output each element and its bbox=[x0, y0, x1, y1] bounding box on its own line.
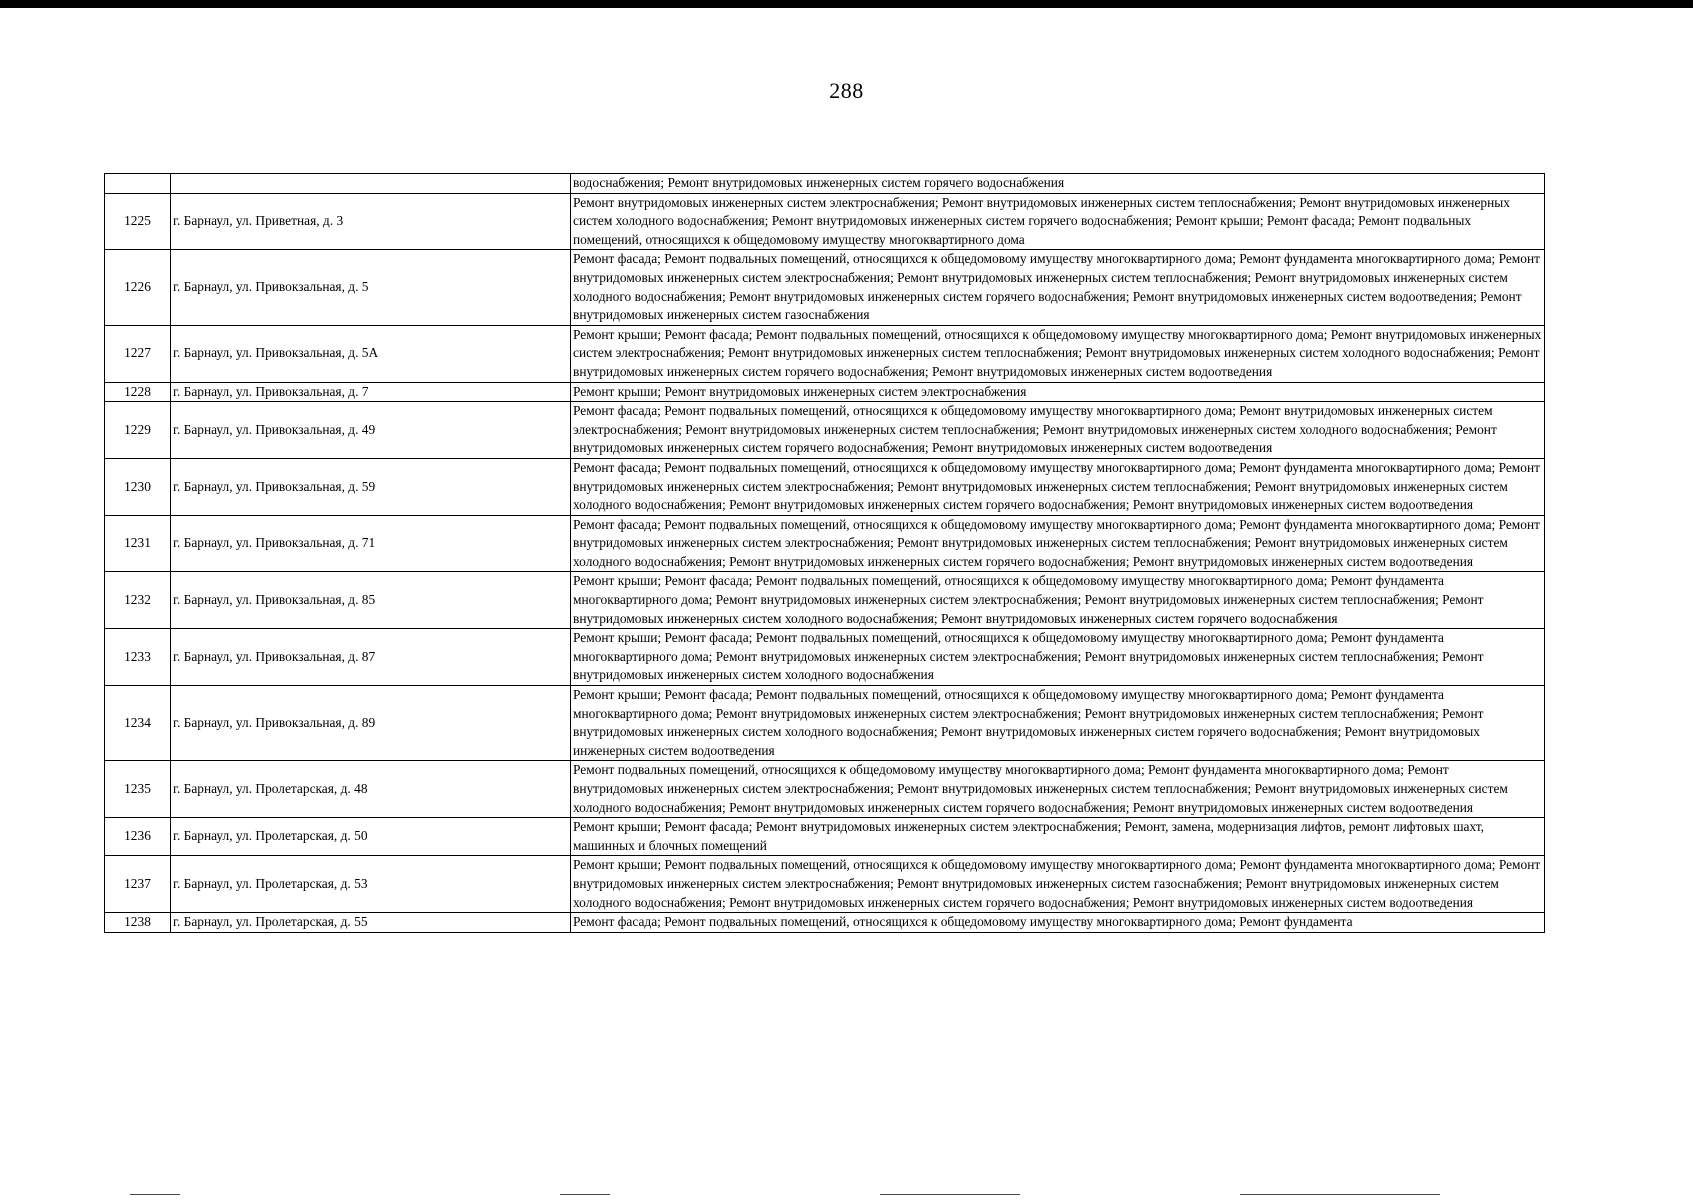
row-works: Ремонт крыши; Ремонт фасада; Ремонт подвальных помещений, относящихся к общедомовому имуществу многоквартирного дома; Ремонт фундамента многоквартирного дома; Ремонт внутридомовых инженерных систем электроснабжения; Ремонт внутридомовых инженерных систем теплоснабжения; Ремонт внутридомовых инженерных систем холодного водоснабжения; Ремонт внутридомовых инженерных систем горячего водоснабжения bbox=[571, 572, 1545, 629]
row-works: Ремонт фасада; Ремонт подвальных помещений, относящихся к общедомовому имуществу многоквартирного дома; Ремонт фундамента многоквартирного дома; Ремонт внутридомовых инженерных систем электроснабжения; Ремонт внутридомовых инженерных систем теплоснабжения; Ремонт внутридомовых инженерных систем холодного водоснабжения; Ремонт внутридомовых инженерных систем горячего водоснабжения; Ремонт внутридомовых инженерных систем водоотведения; Ремонт внутридомовых инженерных систем газоснабжения bbox=[571, 250, 1545, 325]
table-row bbox=[105, 913, 1545, 933]
row-number: 1229 bbox=[105, 402, 171, 459]
row-address: г. Барнаул, ул. Привокзальная, д. 85 bbox=[171, 572, 571, 629]
row-number: 1227 bbox=[105, 325, 171, 382]
row-address: г. Барнаул, ул. Привокзальная, д. 5 bbox=[171, 250, 571, 325]
row-address: г. Барнаул, ул. Привокзальная, д. 49 bbox=[171, 402, 571, 459]
row-number: 1238 bbox=[105, 913, 171, 933]
row-address: г. Барнаул, ул. Пролетарская, д. 50 bbox=[171, 818, 571, 856]
scan-artifact-line bbox=[130, 1194, 180, 1195]
row-number: 1226 bbox=[105, 250, 171, 325]
row-address: г. Барнаул, ул. Пролетарская, д. 53 bbox=[171, 856, 571, 913]
table-row bbox=[105, 818, 1545, 856]
row-address: г. Барнаул, ул. Пролетарская, д. 48 bbox=[171, 761, 571, 818]
table-row bbox=[105, 761, 1545, 818]
row-number: 1235 bbox=[105, 761, 171, 818]
row-works: Ремонт фасада; Ремонт подвальных помещений, относящихся к общедомовому имуществу многоквартирного дома; Ремонт фундамента многоквартирного дома; Ремонт внутридомовых инженерных систем электроснабжения; Ремонт внутридомовых инженерных систем теплоснабжения; Ремонт внутридомовых инженерных систем холодного водоснабжения; Ремонт внутридомовых инженерных систем горячего водоснабжения; Ремонт внутридомовых инженерных систем водоотведения bbox=[571, 515, 1545, 572]
row-number: 1225 bbox=[105, 193, 171, 250]
row-number: 1231 bbox=[105, 515, 171, 572]
scan-artifact-line bbox=[1240, 1194, 1440, 1195]
table-row bbox=[105, 382, 1545, 402]
row-number: 1237 bbox=[105, 856, 171, 913]
row-works: водоснабжения; Ремонт внутридомовых инженерных систем горячего водоснабжения bbox=[571, 174, 1545, 194]
scan-top-border bbox=[0, 0, 1693, 8]
row-address: г. Барнаул, ул. Привокзальная, д. 7 bbox=[171, 382, 571, 402]
row-works: Ремонт крыши; Ремонт фасада; Ремонт подвальных помещений, относящихся к общедомовому имуществу многоквартирного дома; Ремонт фундамента многоквартирного дома; Ремонт внутридомовых инженерных систем электроснабжения; Ремонт внутридомовых инженерных систем теплоснабжения; Ремонт внутридомовых инженерных систем холодного водоснабжения; Ремонт внутридомовых инженерных систем горячего водоснабжения; Ремонт внутридомовых инженерных систем водоотведения bbox=[571, 686, 1545, 761]
row-works: Ремонт крыши; Ремонт подвальных помещений, относящихся к общедомовому имуществу многоквартирного дома; Ремонт фундамента многоквартирного дома; Ремонт внутридомовых инженерных систем электроснабжения; Ремонт внутридомовых инженерных систем газоснабжения; Ремонт внутридомовых инженерных систем холодного водоснабжения; Ремонт внутридомовых инженерных систем горячего водоснабжения; Ремонт внутридомовых инженерных систем водоотведения bbox=[571, 856, 1545, 913]
table-row bbox=[105, 856, 1545, 913]
table-row bbox=[105, 572, 1545, 629]
row-works: Ремонт крыши; Ремонт фасада; Ремонт подвальных помещений, относящихся к общедомовому имуществу многоквартирного дома; Ремонт фундамента многоквартирного дома; Ремонт внутридомовых инженерных систем электроснабжения; Ремонт внутридомовых инженерных систем теплоснабжения; Ремонт внутридомовых инженерных систем холодного водоснабжения bbox=[571, 629, 1545, 686]
row-address: г. Барнаул, ул. Пролетарская, д. 55 bbox=[171, 913, 571, 933]
row-number: 1234 bbox=[105, 686, 171, 761]
row-works: Ремонт фасада; Ремонт подвальных помещений, относящихся к общедомовому имуществу многоквартирного дома; Ремонт внутридомовых инженерных систем электроснабжения; Ремонт внутридомовых инженерных систем теплоснабжения; Ремонт внутридомовых инженерных систем холодного водоснабжения; Ремонт внутридомовых инженерных систем горячего водоснабжения; Ремонт внутридомовых инженерных систем водоотведения bbox=[571, 402, 1545, 459]
scan-artifact-line bbox=[880, 1194, 1020, 1195]
table-row bbox=[105, 174, 1545, 194]
row-address: г. Барнаул, ул. Приветная, д. 3 bbox=[171, 193, 571, 250]
row-address: г. Барнаул, ул. Привокзальная, д. 59 bbox=[171, 458, 571, 515]
row-number: 1232 bbox=[105, 572, 171, 629]
table-body bbox=[105, 174, 1545, 933]
row-address: г. Барнаул, ул. Привокзальная, д. 89 bbox=[171, 686, 571, 761]
table-row bbox=[105, 193, 1545, 250]
row-works: Ремонт крыши; Ремонт фасада; Ремонт подвальных помещений, относящихся к общедомовому имуществу многоквартирного дома; Ремонт внутридомовых инженерных систем электроснабжения; Ремонт внутридомовых инженерных систем теплоснабжения; Ремонт внутридомовых инженерных систем холодного водоснабжения; Ремонт внутридомовых инженерных систем горячего водоснабжения; Ремонт внутридомовых инженерных систем водоотведения bbox=[571, 325, 1545, 382]
row-number: 1228 bbox=[105, 382, 171, 402]
row-address: г. Барнаул, ул. Привокзальная, д. 5А bbox=[171, 325, 571, 382]
table-row bbox=[105, 515, 1545, 572]
row-works: Ремонт внутридомовых инженерных систем электроснабжения; Ремонт внутридомовых инженерных систем теплоснабжения; Ремонт внутридомовых инженерных систем холодного водоснабжения; Ремонт внутридомовых инженерных систем горячего водоснабжения; Ремонт крыши; Ремонт фасада; Ремонт подвальных помещений, относящихся к общедомовому имуществу многоквартирного дома bbox=[571, 193, 1545, 250]
row-number: 1236 bbox=[105, 818, 171, 856]
row-address bbox=[171, 174, 571, 194]
table-row bbox=[105, 250, 1545, 325]
row-works: Ремонт крыши; Ремонт внутридомовых инженерных систем электроснабжения bbox=[571, 382, 1545, 402]
row-works: Ремонт фасада; Ремонт подвальных помещений, относящихся к общедомовому имуществу многоквартирного дома; Ремонт фундамента bbox=[571, 913, 1545, 933]
row-address: г. Барнаул, ул. Привокзальная, д. 87 bbox=[171, 629, 571, 686]
row-works: Ремонт фасада; Ремонт подвальных помещений, относящихся к общедомовому имуществу многоквартирного дома; Ремонт фундамента многоквартирного дома; Ремонт внутридомовых инженерных систем электроснабжения; Ремонт внутридомовых инженерных систем теплоснабжения; Ремонт внутридомовых инженерных систем холодного водоснабжения; Ремонт внутридомовых инженерных систем горячего водоснабжения; Ремонт внутридомовых инженерных систем водоотведения bbox=[571, 458, 1545, 515]
table-row bbox=[105, 686, 1545, 761]
row-works: Ремонт подвальных помещений, относящихся к общедомовому имуществу многоквартирного дома; Ремонт фундамента многоквартирного дома; Ремонт внутридомовых инженерных систем электроснабжения; Ремонт внутридомовых инженерных систем теплоснабжения; Ремонт внутридомовых инженерных систем холодного водоснабжения; Ремонт внутридомовых инженерных систем горячего водоснабжения; Ремонт внутридомовых инженерных систем водоотведения bbox=[571, 761, 1545, 818]
row-works: Ремонт крыши; Ремонт фасада; Ремонт внутридомовых инженерных систем электроснабжения; Ремонт, замена, модернизация лифтов, ремонт лифтовых шахт, машинных и блочных помещений bbox=[571, 818, 1545, 856]
row-number: 1230 bbox=[105, 458, 171, 515]
page-number: 288 bbox=[829, 78, 864, 103]
row-number bbox=[105, 174, 171, 194]
scan-artifact-line bbox=[560, 1194, 610, 1195]
row-address: г. Барнаул, ул. Привокзальная, д. 71 bbox=[171, 515, 571, 572]
table-row bbox=[105, 629, 1545, 686]
table-row bbox=[105, 402, 1545, 459]
table-row bbox=[105, 325, 1545, 382]
repair-works-table bbox=[104, 173, 1545, 933]
row-number: 1233 bbox=[105, 629, 171, 686]
table-row bbox=[105, 458, 1545, 515]
